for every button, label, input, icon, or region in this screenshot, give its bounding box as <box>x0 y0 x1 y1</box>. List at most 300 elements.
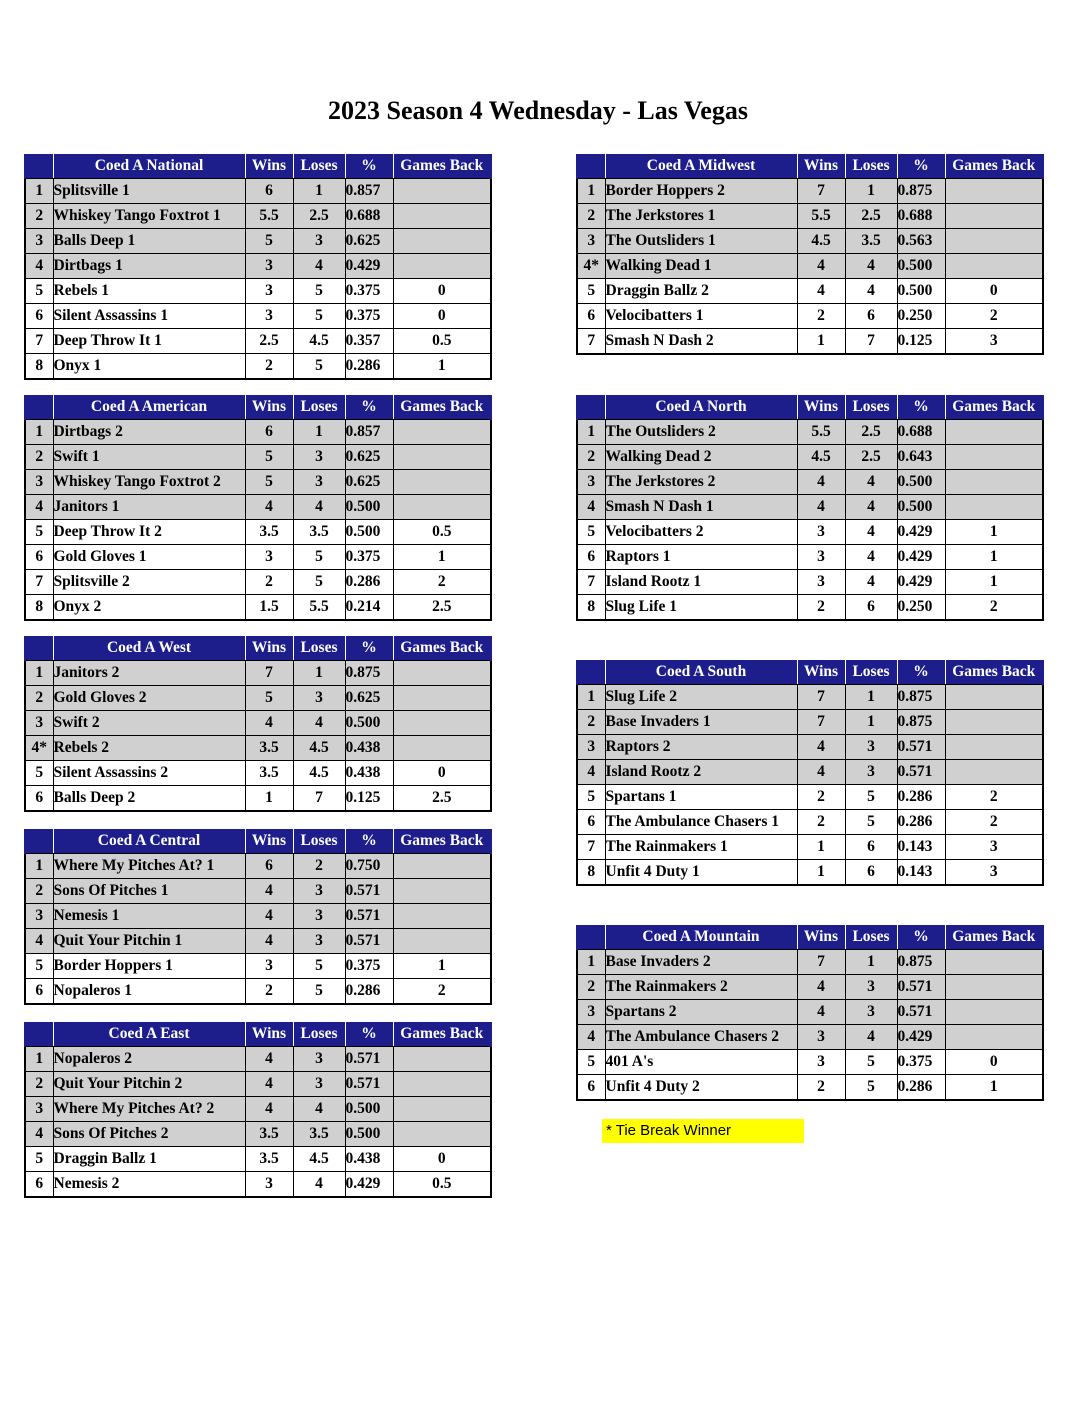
rank-cell: 5 <box>577 520 605 545</box>
header-row <box>577 660 1043 685</box>
table-row <box>25 711 491 736</box>
rank-cell: 3 <box>577 229 605 254</box>
pct-cell: 0.500 <box>345 495 393 520</box>
games-back-cell <box>945 710 1043 735</box>
team-name: Border Hoppers 2 <box>605 179 797 204</box>
wins-header: Wins <box>797 154 845 179</box>
team-name: The Outsliders 2 <box>605 420 797 445</box>
loses-cell: 7 <box>293 786 345 812</box>
table-row <box>577 520 1043 545</box>
team-name: Quit Your Pitchin 2 <box>53 1072 245 1097</box>
wins-cell: 4 <box>245 1047 293 1072</box>
pct-cell: 0.375 <box>897 1050 945 1075</box>
loses-cell: 3 <box>845 735 897 760</box>
table-row <box>25 354 491 380</box>
wins-cell: 4.5 <box>797 445 845 470</box>
rank-cell: 6 <box>577 810 605 835</box>
rank-header <box>25 154 53 179</box>
rank-cell: 4 <box>577 760 605 785</box>
table-row <box>577 735 1043 760</box>
table-row <box>25 279 491 304</box>
loses-cell: 3 <box>293 1047 345 1072</box>
table-row <box>577 1000 1043 1025</box>
wins-cell: 3 <box>797 520 845 545</box>
pct-header: % <box>897 660 945 685</box>
loses-cell: 4.5 <box>293 761 345 786</box>
loses-header: Loses <box>845 395 897 420</box>
pct-cell: 0.500 <box>897 279 945 304</box>
games-back-cell <box>393 904 491 929</box>
games-back-cell <box>945 950 1043 975</box>
division-name: Coed A North <box>605 395 797 420</box>
table-row <box>25 1147 491 1172</box>
loses-header: Loses <box>293 1022 345 1047</box>
division-table-central <box>24 829 492 1005</box>
pct-cell: 0.143 <box>897 835 945 860</box>
team-name: Swift 1 <box>53 445 245 470</box>
games-back-cell: 0 <box>393 761 491 786</box>
team-name: Quit Your Pitchin 1 <box>53 929 245 954</box>
pct-cell: 0.214 <box>345 595 393 621</box>
division-name: Coed A Central <box>53 829 245 854</box>
table-row <box>577 975 1043 1000</box>
rank-cell: 6 <box>25 304 53 329</box>
pct-cell: 0.375 <box>345 954 393 979</box>
team-name: Island Rootz 1 <box>605 570 797 595</box>
games-back-cell: 2 <box>393 570 491 595</box>
loses-cell: 5 <box>293 570 345 595</box>
wins-cell: 3.5 <box>245 1147 293 1172</box>
rank-cell: 3 <box>25 470 53 495</box>
games-back-cell <box>945 975 1043 1000</box>
loses-cell: 4 <box>845 279 897 304</box>
games-back-cell <box>945 735 1043 760</box>
rank-cell: 3 <box>577 1000 605 1025</box>
page-title: 2023 Season 4 Wednesday - Las Vegas <box>328 96 748 125</box>
loses-cell: 4 <box>845 254 897 279</box>
rank-cell: 4 <box>25 929 53 954</box>
table-row <box>25 854 491 879</box>
wins-header: Wins <box>245 395 293 420</box>
loses-header: Loses <box>845 660 897 685</box>
table-row <box>25 254 491 279</box>
games-back-cell <box>945 495 1043 520</box>
wins-cell: 7 <box>797 179 845 204</box>
division-table-american <box>24 395 492 621</box>
team-name: Island Rootz 2 <box>605 760 797 785</box>
division-name: Coed A Midwest <box>605 154 797 179</box>
team-name: Draggin Ballz 2 <box>605 279 797 304</box>
games-back-cell: 1 <box>945 545 1043 570</box>
table-row <box>25 204 491 229</box>
team-name: Whiskey Tango Foxtrot 2 <box>53 470 245 495</box>
loses-cell: 3.5 <box>293 1122 345 1147</box>
table-row <box>25 1172 491 1198</box>
pct-cell: 0.571 <box>897 975 945 1000</box>
table-row <box>577 760 1043 785</box>
rank-cell: 2 <box>25 204 53 229</box>
team-name: Raptors 2 <box>605 735 797 760</box>
wins-cell: 5 <box>245 686 293 711</box>
pct-cell: 0.125 <box>345 786 393 812</box>
rank-cell: 2 <box>577 975 605 1000</box>
wins-cell: 3 <box>245 545 293 570</box>
games-back-cell: 1 <box>393 954 491 979</box>
games-back-cell <box>945 760 1043 785</box>
loses-cell: 6 <box>845 835 897 860</box>
table-row <box>577 860 1043 886</box>
loses-cell: 4 <box>293 1172 345 1198</box>
wins-cell: 2 <box>245 570 293 595</box>
games-back-cell <box>945 1025 1043 1050</box>
wins-cell: 2 <box>797 1075 845 1101</box>
rank-cell: 1 <box>577 420 605 445</box>
pct-cell: 0.875 <box>897 710 945 735</box>
pct-cell: 0.571 <box>345 879 393 904</box>
wins-cell: 4 <box>797 279 845 304</box>
loses-cell: 3 <box>845 1000 897 1025</box>
wins-cell: 4 <box>797 470 845 495</box>
loses-cell: 1 <box>845 710 897 735</box>
wins-cell: 6 <box>245 854 293 879</box>
wins-cell: 4 <box>245 929 293 954</box>
pct-header: % <box>897 395 945 420</box>
team-name: Border Hoppers 1 <box>53 954 245 979</box>
loses-cell: 2.5 <box>293 204 345 229</box>
loses-cell: 1 <box>845 685 897 710</box>
games-back-cell <box>393 1122 491 1147</box>
wins-header: Wins <box>245 636 293 661</box>
games-back-cell <box>393 470 491 495</box>
team-name: Spartans 2 <box>605 1000 797 1025</box>
table-row <box>577 279 1043 304</box>
pct-cell: 0.375 <box>345 545 393 570</box>
pct-cell: 0.571 <box>345 1047 393 1072</box>
rank-cell: 1 <box>25 179 53 204</box>
table-row <box>25 954 491 979</box>
games-back-cell <box>393 1072 491 1097</box>
games-back-cell: 2 <box>945 785 1043 810</box>
games-back-cell: 3 <box>945 329 1043 355</box>
rank-cell: 2 <box>25 879 53 904</box>
loses-cell: 4.5 <box>293 1147 345 1172</box>
rank-cell: 2 <box>25 686 53 711</box>
table-row <box>577 1025 1043 1050</box>
pct-header: % <box>345 636 393 661</box>
table-row <box>25 1122 491 1147</box>
loses-cell: 5 <box>293 279 345 304</box>
table-row <box>577 545 1043 570</box>
table-row <box>25 445 491 470</box>
games-back-header: Games Back <box>393 829 491 854</box>
wins-cell: 4 <box>797 1000 845 1025</box>
games-back-cell <box>945 685 1043 710</box>
loses-cell: 3 <box>293 1072 345 1097</box>
team-name: The Jerkstores 2 <box>605 470 797 495</box>
team-name: Splitsville 2 <box>53 570 245 595</box>
wins-cell: 3 <box>245 254 293 279</box>
division-name: Coed A National <box>53 154 245 179</box>
division-table-west <box>24 636 492 812</box>
table-row <box>577 470 1043 495</box>
table-row <box>577 835 1043 860</box>
rank-cell: 5 <box>25 520 53 545</box>
table-row <box>577 595 1043 621</box>
pct-cell: 0.625 <box>345 229 393 254</box>
rank-header <box>577 925 605 950</box>
pct-cell: 0.563 <box>897 229 945 254</box>
pct-cell: 0.875 <box>897 179 945 204</box>
games-back-cell <box>393 179 491 204</box>
rank-cell: 7 <box>577 329 605 355</box>
wins-cell: 4.5 <box>797 229 845 254</box>
pct-cell: 0.438 <box>345 761 393 786</box>
pct-cell: 0.286 <box>345 979 393 1005</box>
table-row <box>25 470 491 495</box>
pct-header: % <box>345 154 393 179</box>
loses-cell: 1 <box>293 661 345 686</box>
loses-cell: 3 <box>845 760 897 785</box>
pct-cell: 0.750 <box>345 854 393 879</box>
wins-header: Wins <box>797 660 845 685</box>
team-name: Gold Gloves 1 <box>53 545 245 570</box>
team-name: Walking Dead 2 <box>605 445 797 470</box>
rank-cell: 8 <box>25 354 53 380</box>
games-back-cell: 0 <box>393 1147 491 1172</box>
rank-cell: 4 <box>25 254 53 279</box>
pct-header: % <box>897 925 945 950</box>
pct-header: % <box>345 829 393 854</box>
wins-cell: 2 <box>245 979 293 1005</box>
team-name: Slug Life 1 <box>605 595 797 621</box>
games-back-cell <box>393 879 491 904</box>
team-name: Onyx 1 <box>53 354 245 380</box>
games-back-cell <box>945 179 1043 204</box>
rank-cell: 6 <box>25 1172 53 1198</box>
games-back-cell: 0.5 <box>393 1172 491 1198</box>
games-back-cell <box>945 254 1043 279</box>
loses-cell: 5 <box>845 810 897 835</box>
wins-cell: 4 <box>245 904 293 929</box>
games-back-cell <box>393 686 491 711</box>
table-row <box>577 445 1043 470</box>
pct-cell: 0.571 <box>897 1000 945 1025</box>
games-back-cell: 0.5 <box>393 520 491 545</box>
wins-cell: 4 <box>797 735 845 760</box>
loses-cell: 4 <box>293 1097 345 1122</box>
rank-header <box>577 395 605 420</box>
team-name: The Rainmakers 1 <box>605 835 797 860</box>
rank-cell: 1 <box>25 1047 53 1072</box>
loses-header: Loses <box>293 395 345 420</box>
pct-header: % <box>897 154 945 179</box>
wins-cell: 3 <box>797 1050 845 1075</box>
pct-cell: 0.643 <box>897 445 945 470</box>
division-name: Coed A Mountain <box>605 925 797 950</box>
wins-cell: 4 <box>797 495 845 520</box>
wins-header: Wins <box>797 395 845 420</box>
loses-cell: 3 <box>293 445 345 470</box>
loses-cell: 5.5 <box>293 595 345 621</box>
loses-cell: 6 <box>845 304 897 329</box>
games-back-cell <box>945 445 1043 470</box>
games-back-cell: 2.5 <box>393 595 491 621</box>
team-name: Base Invaders 1 <box>605 710 797 735</box>
table-row <box>577 570 1043 595</box>
games-back-cell <box>945 470 1043 495</box>
rank-cell: 1 <box>577 685 605 710</box>
games-back-header: Games Back <box>945 925 1043 950</box>
wins-cell: 5 <box>245 470 293 495</box>
rank-cell: 5 <box>577 785 605 810</box>
table-row <box>577 710 1043 735</box>
rank-cell: 5 <box>25 761 53 786</box>
wins-cell: 6 <box>245 179 293 204</box>
header-row <box>577 395 1043 420</box>
pct-cell: 0.500 <box>345 520 393 545</box>
games-back-cell: 2 <box>945 304 1043 329</box>
games-back-cell: 2 <box>945 810 1043 835</box>
table-row <box>577 685 1043 710</box>
loses-header: Loses <box>293 829 345 854</box>
games-back-cell: 2 <box>945 595 1043 621</box>
pct-cell: 0.375 <box>345 304 393 329</box>
table-row <box>25 879 491 904</box>
wins-cell: 2 <box>797 785 845 810</box>
team-name: The Ambulance Chasers 1 <box>605 810 797 835</box>
wins-cell: 4 <box>245 879 293 904</box>
games-back-cell: 0.5 <box>393 329 491 354</box>
wins-cell: 4 <box>245 711 293 736</box>
loses-cell: 6 <box>845 860 897 886</box>
rank-header <box>25 829 53 854</box>
table-row <box>577 204 1043 229</box>
wins-cell: 1 <box>797 329 845 355</box>
pct-cell: 0.857 <box>345 420 393 445</box>
team-name: Janitors 2 <box>53 661 245 686</box>
loses-cell: 3.5 <box>845 229 897 254</box>
rank-cell: 3 <box>25 1097 53 1122</box>
loses-cell: 3 <box>293 879 345 904</box>
wins-cell: 3.5 <box>245 761 293 786</box>
loses-cell: 3 <box>845 975 897 1000</box>
games-back-header: Games Back <box>945 660 1043 685</box>
rank-cell: 3 <box>577 735 605 760</box>
loses-cell: 2 <box>293 854 345 879</box>
rank-cell: 6 <box>577 545 605 570</box>
games-back-cell: 1 <box>945 570 1043 595</box>
rank-cell: 2 <box>25 445 53 470</box>
pct-cell: 0.500 <box>345 1097 393 1122</box>
team-name: Balls Deep 2 <box>53 786 245 812</box>
wins-cell: 5.5 <box>797 420 845 445</box>
team-name: The Rainmakers 2 <box>605 975 797 1000</box>
loses-cell: 4.5 <box>293 329 345 354</box>
games-back-header: Games Back <box>945 395 1043 420</box>
table-row <box>577 179 1043 204</box>
header-row <box>577 154 1043 179</box>
pct-cell: 0.875 <box>897 685 945 710</box>
rank-cell: 2 <box>577 445 605 470</box>
table-row <box>25 545 491 570</box>
team-name: Whiskey Tango Foxtrot 1 <box>53 204 245 229</box>
games-back-cell <box>945 204 1043 229</box>
team-name: Sons Of Pitches 2 <box>53 1122 245 1147</box>
table-row <box>577 1050 1043 1075</box>
header-row <box>25 1022 491 1047</box>
rank-cell: 3 <box>25 229 53 254</box>
games-back-cell <box>393 736 491 761</box>
games-back-header: Games Back <box>393 395 491 420</box>
team-name: Rebels 2 <box>53 736 245 761</box>
loses-cell: 4 <box>293 495 345 520</box>
pct-cell: 0.571 <box>897 760 945 785</box>
team-name: Unfit 4 Duty 1 <box>605 860 797 886</box>
games-back-cell <box>393 854 491 879</box>
team-name: Where My Pitches At? 2 <box>53 1097 245 1122</box>
rank-header <box>25 1022 53 1047</box>
games-back-cell <box>393 929 491 954</box>
pct-cell: 0.250 <box>897 304 945 329</box>
loses-cell: 5 <box>845 1050 897 1075</box>
pct-cell: 0.438 <box>345 736 393 761</box>
games-back-cell: 0 <box>945 279 1043 304</box>
loses-header: Loses <box>845 154 897 179</box>
header-row <box>25 636 491 661</box>
loses-cell: 5 <box>293 354 345 380</box>
pct-cell: 0.875 <box>897 950 945 975</box>
rank-cell: 7 <box>25 329 53 354</box>
loses-cell: 2.5 <box>845 420 897 445</box>
games-back-cell: 1 <box>393 545 491 570</box>
division-name: Coed A American <box>53 395 245 420</box>
wins-cell: 3 <box>797 545 845 570</box>
pct-cell: 0.688 <box>897 204 945 229</box>
rank-cell: 1 <box>25 854 53 879</box>
loses-cell: 1 <box>293 420 345 445</box>
team-name: Smash N Dash 2 <box>605 329 797 355</box>
games-back-cell: 1 <box>945 520 1043 545</box>
wins-cell: 7 <box>797 950 845 975</box>
team-name: Balls Deep 1 <box>53 229 245 254</box>
games-back-cell <box>393 1047 491 1072</box>
wins-cell: 2.5 <box>245 329 293 354</box>
pct-cell: 0.286 <box>345 354 393 380</box>
games-back-cell <box>393 420 491 445</box>
rank-cell: 8 <box>577 860 605 886</box>
table-row <box>25 520 491 545</box>
pct-cell: 0.500 <box>345 711 393 736</box>
wins-cell: 5 <box>245 445 293 470</box>
division-name: Coed A East <box>53 1022 245 1047</box>
team-name: 401 A's <box>605 1050 797 1075</box>
division-table-mountain <box>576 925 1044 1101</box>
team-name: The Outsliders 1 <box>605 229 797 254</box>
rank-cell: 5 <box>577 279 605 304</box>
games-back-cell: 3 <box>945 835 1043 860</box>
wins-cell: 1 <box>245 786 293 812</box>
rank-cell: 4 <box>577 1025 605 1050</box>
rank-cell: 1 <box>25 661 53 686</box>
table-row <box>25 661 491 686</box>
table-row <box>577 950 1043 975</box>
team-name: Dirtbags 2 <box>53 420 245 445</box>
games-back-cell <box>945 420 1043 445</box>
wins-cell: 1 <box>797 835 845 860</box>
table-row <box>25 736 491 761</box>
pct-cell: 0.286 <box>345 570 393 595</box>
games-back-cell: 2.5 <box>393 786 491 812</box>
